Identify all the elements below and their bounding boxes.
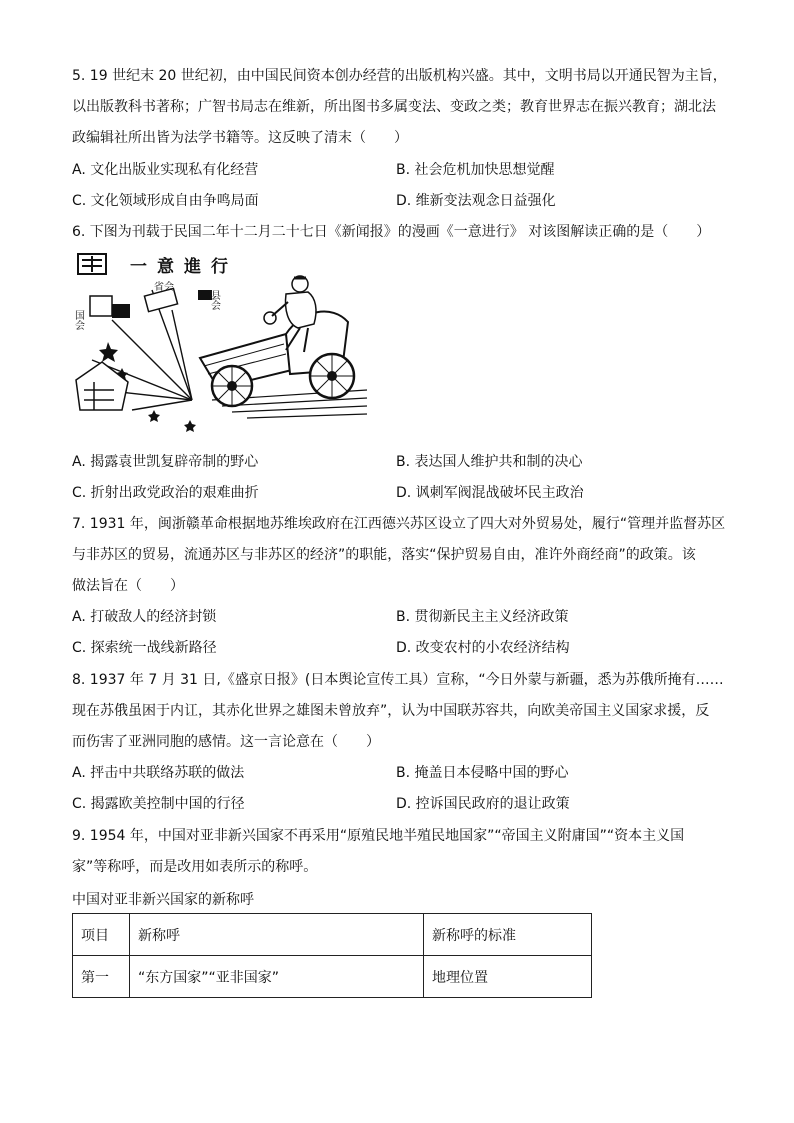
q8-option-b: B. 掩盖日本侵略中国的野心 (396, 765, 569, 781)
q8-option-a: A. 抨击中共联络苏联的做法 (72, 765, 245, 781)
q7-stem-line-3: 做法旨在（ ） (72, 578, 184, 594)
q5-stem-line-3: 政编辑社所出皆为法学书籍等。这反映了清末（ ） (72, 130, 408, 146)
collapsed-house (76, 362, 128, 410)
q6-option-a: A. 揭露袁世凯复辟帝制的野心 (72, 454, 259, 470)
falling-box-left (73, 296, 131, 331)
falling-box-middle (144, 280, 177, 312)
table-header-cell: 新称呼 (130, 914, 424, 956)
q9-stem-line-1: 9. 1954 年，中国对亚非新兴国家不再采用“原殖民地半殖民地国家”“帝国主义附庸国”“资本主义国 (72, 828, 685, 844)
table-caption: 中国对亚非新兴国家的新称呼 (72, 892, 254, 908)
table-header-cell: 新称呼的标准 (424, 914, 592, 956)
q5-option-c: C. 文化领域形成自由争鸣局面 (72, 193, 259, 209)
q6-option-d: D. 讽刺军阀混战破坏民主政治 (396, 485, 584, 501)
falling-box-right (198, 290, 221, 311)
q9-stem-line-2: 家”等称呼，而是改用如表所示的称呼。 (72, 859, 318, 875)
q5-option-d: D. 维新变法观念日益强化 (396, 193, 556, 209)
q7-option-a: A. 打破敌人的经济封锁 (72, 609, 217, 625)
cartoon-label-guohui: 国会 (72, 310, 84, 330)
cartoon-label-xianhui: 县会 (208, 290, 220, 310)
car (200, 312, 354, 406)
q8-stem-line-3: 而伤害了亚洲同胞的感情。这一言论意在（ ） (72, 734, 380, 750)
table-header-cell: 项目 (73, 914, 130, 956)
q6-option-b: B. 表达国人维护共和制的决心 (396, 454, 583, 470)
table-row (73, 956, 592, 998)
q7-stem-line-2: 与非苏区的贸易，流通苏区与非苏区的经济”的职能，落实“保护贸易自由，准许外商经商”的政策。该 (72, 547, 696, 563)
q8-stem-line-2: 现在苏俄虽困于内讧，其赤化世界之雄图未曾放弃”，认为中国联苏容共，向欧美帝国主义国家求援，反 (72, 703, 710, 719)
table-cell: 地理位置 (424, 956, 592, 998)
cartoon-label-shenghui: 省会 (154, 282, 174, 293)
new-names-table (72, 913, 592, 998)
seal-mark (78, 254, 106, 274)
cartoon-image (72, 250, 368, 436)
q7-option-c: C. 探索统一战线新路径 (72, 640, 217, 656)
q7-stem-line-1: 7. 1931 年，闽浙赣革命根据地苏维埃政府在江西德兴苏区设立了四大对外贸易处，履行“管理并监督苏区 (72, 516, 726, 532)
cartoon-drawing (72, 250, 368, 436)
q8-option-c: C. 揭露欧美控制中国的行径 (72, 796, 245, 812)
cartoon-title: 一意進行 (130, 257, 238, 277)
q5-stem-line-1: 5. 19 世纪末 20 世纪初，由中国民间资本创办经营的出版机构兴盛。其中，文明书局以开通民智为主旨， (72, 68, 727, 84)
q7-option-b: B. 贯彻新民主主义经济政策 (396, 609, 569, 625)
q5-stem-line-2: 以出版教科书著称；广智书局志在维新，所出图书多属变法、变政之类；教育世界志在振兴教育；湖北法 (72, 99, 716, 115)
table-header-row (73, 914, 592, 956)
q7-option-d: D. 改变农村的小农经济结构 (396, 640, 570, 656)
q8-option-d: D. 控诉国民政府的退让政策 (396, 796, 570, 812)
table-cell: “东方国家”“亚非国家” (130, 956, 424, 998)
q5-option-a: A. 文化出版业实现私有化经营 (72, 162, 259, 178)
q6-stem-line-1: 6. 下图为刊载于民国二年十二月二十七日《新闻报》的漫画《一意进行》 对该图解读正确的是（ ） (72, 224, 711, 240)
q6-option-c: C. 折射出政党政治的艰难曲折 (72, 485, 259, 501)
table-cell: 第一 (73, 956, 130, 998)
q8-stem-line-1: 8. 1937 年 7 月 31 日,《盛京日报》(日本舆论宣传工具）宣称，“今日外蒙与新疆，悉为苏俄所掩有…… (72, 672, 724, 688)
q5-option-b: B. 社会危机加快思想觉醒 (396, 162, 555, 178)
